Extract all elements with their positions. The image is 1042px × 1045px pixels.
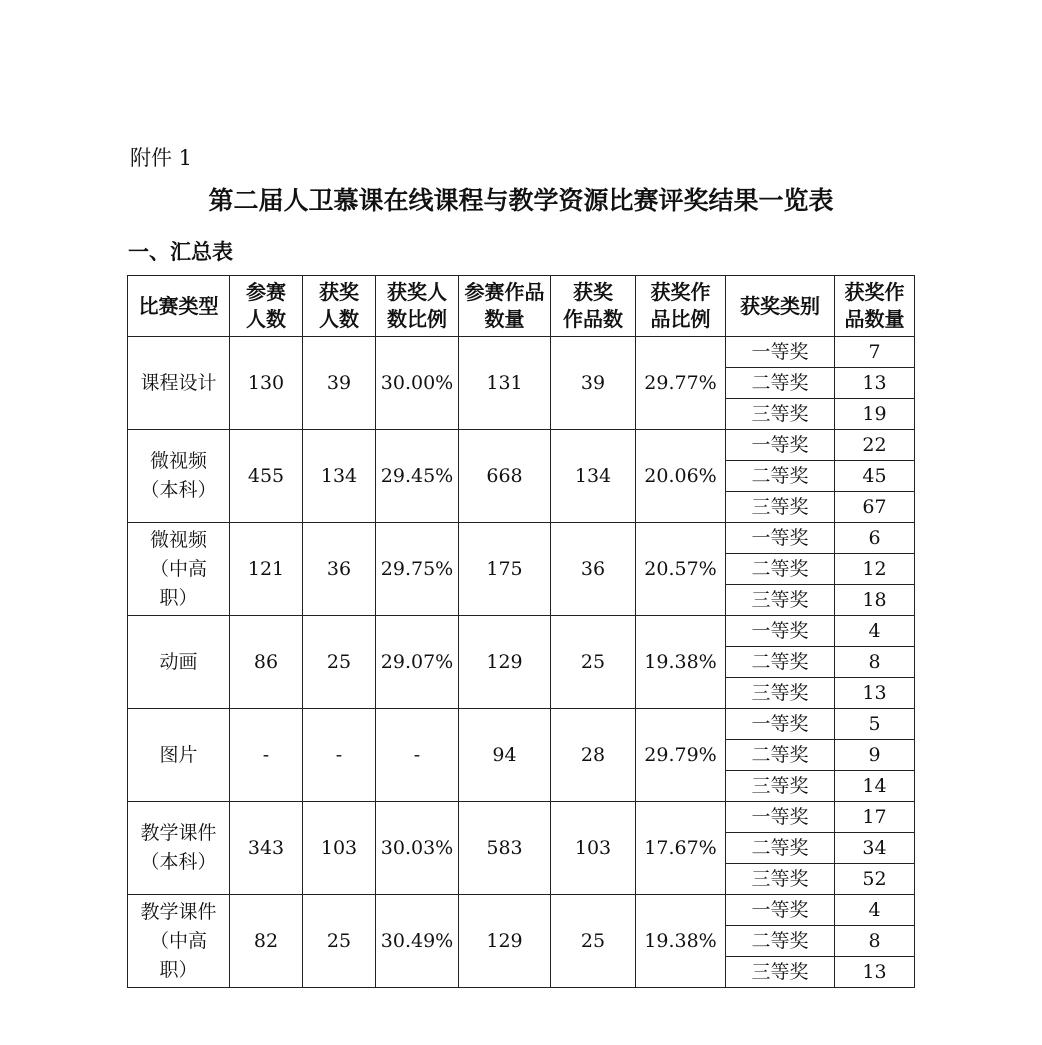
award-level-cell: 一等奖 (726, 709, 835, 740)
award-level-cell: 二等奖 (726, 554, 835, 585)
winners-cell: 25 (303, 895, 376, 988)
cell-text-line: 教学课件 (140, 822, 217, 844)
award-level-cell: 一等奖 (726, 523, 835, 554)
award-count-cell: 34 (835, 833, 915, 864)
entries-cell: 175 (459, 523, 551, 616)
winning-entries-cell: 25 (551, 616, 636, 709)
award-count-cell: 13 (835, 368, 915, 399)
table-row (128, 337, 915, 368)
header-entry-ratio (636, 276, 726, 337)
award-level-cell: 一等奖 (726, 430, 835, 461)
winner-ratio-cell: 29.07% (376, 616, 459, 709)
award-level-cell: 三等奖 (726, 864, 835, 895)
winners-cell: 36 (303, 523, 376, 616)
award-level-cell: 二等奖 (726, 833, 835, 864)
table-row (128, 430, 915, 461)
entries-cell: 129 (459, 895, 551, 988)
award-level-cell: 一等奖 (726, 337, 835, 368)
cell-text-line: 获奖作 (844, 280, 905, 304)
winning-entries-cell: 103 (551, 802, 636, 895)
award-count-cell: 13 (835, 957, 915, 988)
entries-cell: 583 (459, 802, 551, 895)
participants-cell: 130 (230, 337, 303, 430)
entry-ratio-cell: 20.06% (636, 430, 726, 523)
competition-type-cell (128, 523, 230, 616)
winners-cell: 25 (303, 616, 376, 709)
entry-ratio-cell: 29.77% (636, 337, 726, 430)
header-participants (230, 276, 303, 337)
cell-text-line: 品比例 (650, 307, 711, 331)
entry-ratio-cell: 20.57% (636, 523, 726, 616)
cell-text-line: 获奖作 (650, 280, 711, 304)
header-winning-entries (551, 276, 636, 337)
table-row (128, 895, 915, 926)
cell-text-line: 品数量 (844, 307, 905, 331)
award-count-cell: 7 (835, 337, 915, 368)
award-count-cell: 13 (835, 678, 915, 709)
participants-cell: - (230, 709, 303, 802)
cell-text-line: 课程设计 (140, 371, 217, 394)
winner-ratio-cell: 30.49% (376, 895, 459, 988)
cell-text-line: 图片 (159, 743, 198, 766)
award-count-cell: 6 (835, 523, 915, 554)
cell-text-line: （中高 (149, 557, 207, 580)
award-count-cell: 14 (835, 771, 915, 802)
cell-text-line: 人数 (246, 307, 286, 331)
entries-cell: 129 (459, 616, 551, 709)
entry-ratio-cell: 19.38% (636, 895, 726, 988)
award-count-cell: 5 (835, 709, 915, 740)
table-row (128, 802, 915, 833)
cell-text-line: 微视频 (149, 450, 207, 472)
participants-cell: 455 (230, 430, 303, 523)
entries-cell: 131 (459, 337, 551, 430)
header-winners (303, 276, 376, 337)
cell-text-line: 获奖 (319, 280, 359, 304)
table-body (128, 337, 915, 988)
winning-entries-cell: 25 (551, 895, 636, 988)
cell-text-line: 作品数 (563, 307, 623, 331)
cell-text-line: （本科） (140, 851, 217, 873)
competition-type-cell (128, 337, 230, 430)
winners-cell: 134 (303, 430, 376, 523)
award-level-cell: 一等奖 (726, 895, 835, 926)
award-count-cell: 45 (835, 461, 915, 492)
participants-cell: 343 (230, 802, 303, 895)
competition-type-cell (128, 802, 230, 895)
header-row (128, 276, 915, 337)
award-level-cell: 三等奖 (726, 492, 835, 523)
winning-entries-cell: 39 (551, 337, 636, 430)
entry-ratio-cell: 29.79% (636, 709, 726, 802)
award-count-cell: 19 (835, 399, 915, 430)
award-level-cell: 三等奖 (726, 399, 835, 430)
header-award-count (835, 276, 915, 337)
award-count-cell: 8 (835, 926, 915, 957)
winners-cell: 103 (303, 802, 376, 895)
cell-text-line: 微视频 (149, 528, 207, 551)
award-level-cell: 三等奖 (726, 957, 835, 988)
header-competition-type (128, 276, 230, 337)
award-level-cell: 一等奖 (726, 616, 835, 647)
award-level-cell: 三等奖 (726, 678, 835, 709)
table-row (128, 709, 915, 740)
summary-table (127, 275, 915, 988)
winning-entries-cell: 28 (551, 709, 636, 802)
cell-text-line: 参赛作品 (464, 280, 545, 304)
award-level-cell: 二等奖 (726, 368, 835, 399)
competition-type-cell (128, 709, 230, 802)
award-count-cell: 17 (835, 802, 915, 833)
table-row (128, 523, 915, 554)
award-level-cell: 三等奖 (726, 585, 835, 616)
award-count-cell: 18 (835, 585, 915, 616)
entry-ratio-cell: 19.38% (636, 616, 726, 709)
cell-text-line: 获奖 (573, 280, 613, 304)
award-level-cell: 二等奖 (726, 647, 835, 678)
award-count-cell: 4 (835, 616, 915, 647)
award-level-cell: 二等奖 (726, 740, 835, 771)
cell-text-line: （中高 (149, 929, 207, 952)
award-count-cell: 12 (835, 554, 915, 585)
winners-cell: - (303, 709, 376, 802)
cell-text-line: 参赛 (246, 280, 286, 304)
participants-cell: 121 (230, 523, 303, 616)
cell-text-line: 职） (159, 958, 198, 981)
participants-cell: 82 (230, 895, 303, 988)
award-level-cell: 二等奖 (726, 926, 835, 957)
header-winner-ratio (376, 276, 459, 337)
participants-cell: 86 (230, 616, 303, 709)
entry-ratio-cell: 17.67% (636, 802, 726, 895)
winning-entries-cell: 36 (551, 523, 636, 616)
award-level-cell: 三等奖 (726, 771, 835, 802)
header-award-category (726, 276, 835, 337)
winning-entries-cell: 134 (551, 430, 636, 523)
cell-text-line: 获奖人 (387, 280, 447, 304)
entries-cell: 668 (459, 430, 551, 523)
document-title: 第二届人卫慕课在线课程与教学资源比赛评奖结果一览表 (208, 186, 834, 215)
award-count-cell: 9 (835, 740, 915, 771)
competition-type-cell (128, 430, 230, 523)
award-level-cell: 二等奖 (726, 461, 835, 492)
award-level-cell: 一等奖 (726, 802, 835, 833)
cell-text-line: 职） (159, 586, 198, 609)
cell-text-line: （本科） (140, 479, 217, 501)
table-row (128, 616, 915, 647)
cell-text-line: 人数 (319, 307, 359, 331)
section-title: 一、汇总表 (128, 240, 233, 264)
winner-ratio-cell: - (376, 709, 459, 802)
award-count-cell: 8 (835, 647, 915, 678)
header-entries (459, 276, 551, 337)
cell-text-line: 动画 (159, 650, 198, 673)
entries-cell: 94 (459, 709, 551, 802)
cell-text-line: 获奖类别 (740, 293, 820, 318)
cell-text-line: 比赛类型 (138, 293, 219, 318)
winner-ratio-cell: 30.03% (376, 802, 459, 895)
award-count-cell: 22 (835, 430, 915, 461)
award-count-cell: 67 (835, 492, 915, 523)
competition-type-cell (128, 616, 230, 709)
award-count-cell: 4 (835, 895, 915, 926)
cell-text-line: 数量 (484, 307, 525, 331)
table-header (128, 276, 915, 337)
competition-type-cell (128, 895, 230, 988)
attachment-label: 附件 1 (130, 146, 193, 170)
winner-ratio-cell: 30.00% (376, 337, 459, 430)
award-count-cell: 52 (835, 864, 915, 895)
cell-text-line: 数比例 (387, 307, 447, 331)
winner-ratio-cell: 29.45% (376, 430, 459, 523)
winners-cell: 39 (303, 337, 376, 430)
winner-ratio-cell: 29.75% (376, 523, 459, 616)
cell-text-line: 教学课件 (140, 900, 217, 923)
